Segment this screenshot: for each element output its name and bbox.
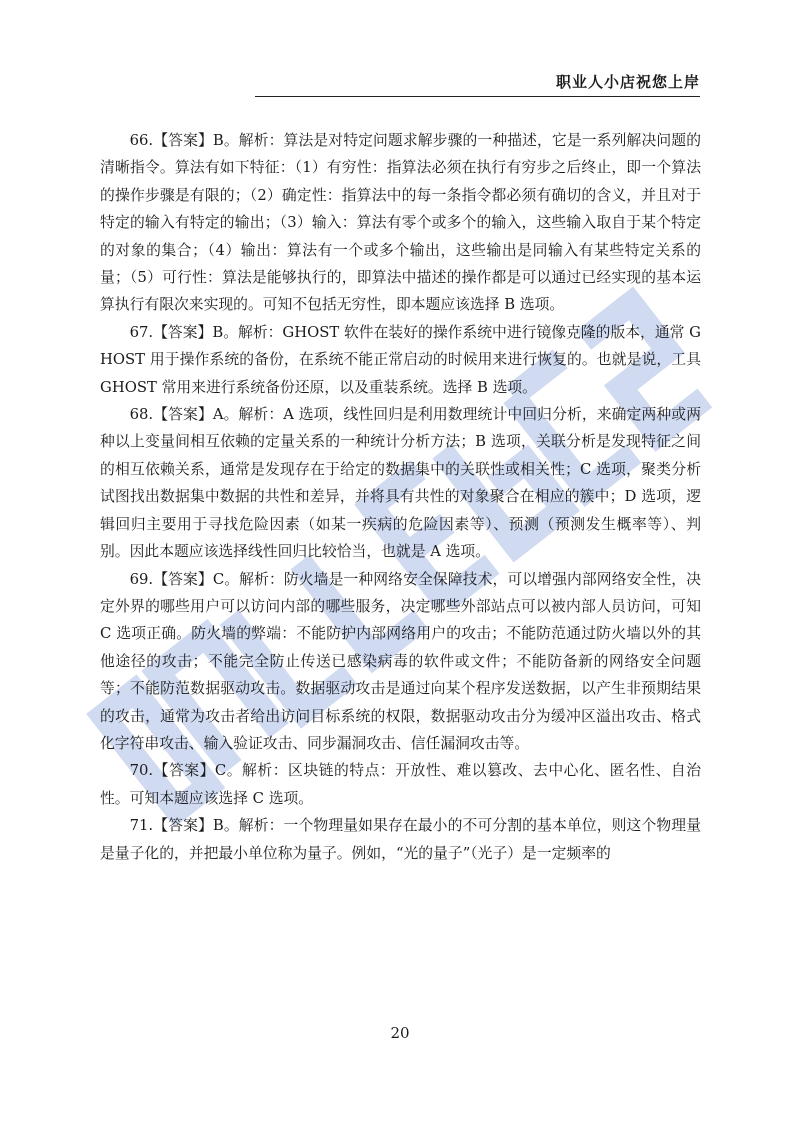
answer-paragraph-66: 66.【答案】B。解析：算法是对特定问题求解步骤的一种描述，它是一系列解决问题的清晰指令。算法有如下特征：（1）有穷性：指算法必须在执行有穷步之后终止，即一个算法的操作步骤是有限的；（2）确定性：指算法中的每一条指令都必须有确切的含义，并且对于特定的输入有特定的输出；（3）输入：算法有零个或多个的输入，这些输入取自于某个特定的对象的集合；（4）输出：算法有一个或多个输出，这些输出是同输入有某些特定关系的量；（5）可行性：算法是能够执行的，即算法中描述的操作都是可以通过已经实现的基本运算执行有限次来实现的。可知不包括无穷性，即本题应该选择 B 选项。	[100, 132, 701, 314]
answer-paragraph-68: 68.【答案】A。解析：A 选项，线性回归是利用数理统计中回归分析，来确定两种或两种以上变量间相互依赖的定量关系的一种统计分析方法；B 选项，关联分析是发现特征之间的相互依赖关系，通常是发现存在于给定的数据集中的关联性或相关性；C 选项，聚类分析试图找出数据集中数据的共性和差异，并将具有共性的对象聚合在相应的簇中；D 选项，逻辑回归主要用于寻找危险因素（如某一疾病的危险因素等）、预测（预测发生概率等）、判别。因此本题应该选择线性回归比较恰当，也就是 A 选项。	[100, 406, 701, 561]
answer-content	[100, 127, 701, 867]
answer-paragraph-67: 67.【答案】B。解析：GHOST 软件在装好的操作系统中进行镜像克隆的版本，通常 GHOST 用于操作系统的备份，在系统不能正常启动的时候用来进行恢复的。也就是说，工具 GHOST 常用来进行系统备份还原，以及重装系统。选择 B 选项。	[100, 323, 701, 396]
header-title: 职业人小店祝您上岸	[555, 73, 700, 91]
answer-paragraph-69: 69.【答案】C。解析：防火墙是一种网络安全保障技术，可以增强内部网络安全性，决定外界的哪些用户可以访问内部的哪些服务，决定哪些外部站点可以被内部人员访问，可知 C 选项正确。防火墙的弊端：不能防护内部网络用户的攻击；不能防范通过防火墙以外的其他途径的攻击；不能完全防止传送已感染病毒的软件或文件；不能防备新的网络安全问题等；不能防范数据驱动攻击。数据驱动攻击是通过向某个程序发送数据，以产生非预期结果的攻击，通常为攻击者给出访问目标系统的权限，数据驱动攻击分为缓冲区溢出攻击、格式化字符串攻击、输入验证攻击、同步漏洞攻击、信任漏洞攻击等。	[100, 570, 701, 752]
page-number: 20	[390, 1024, 410, 1042]
answer-paragraph-71: 71.【答案】B。解析：一个物理量如果存在最小的不可分割的基本单位，则这个物理量是量子化的，并把最小单位称为量子。例如，“光的量子”（光子）是一定频率的	[100, 817, 701, 862]
header-rule	[255, 96, 700, 97]
answer-paragraph-70: 70.【答案】C。解析：区块链的特点：开放性、难以篡改、去中心化、匿名性、自治性。可知本题应该选择 C 选项。	[100, 762, 701, 807]
